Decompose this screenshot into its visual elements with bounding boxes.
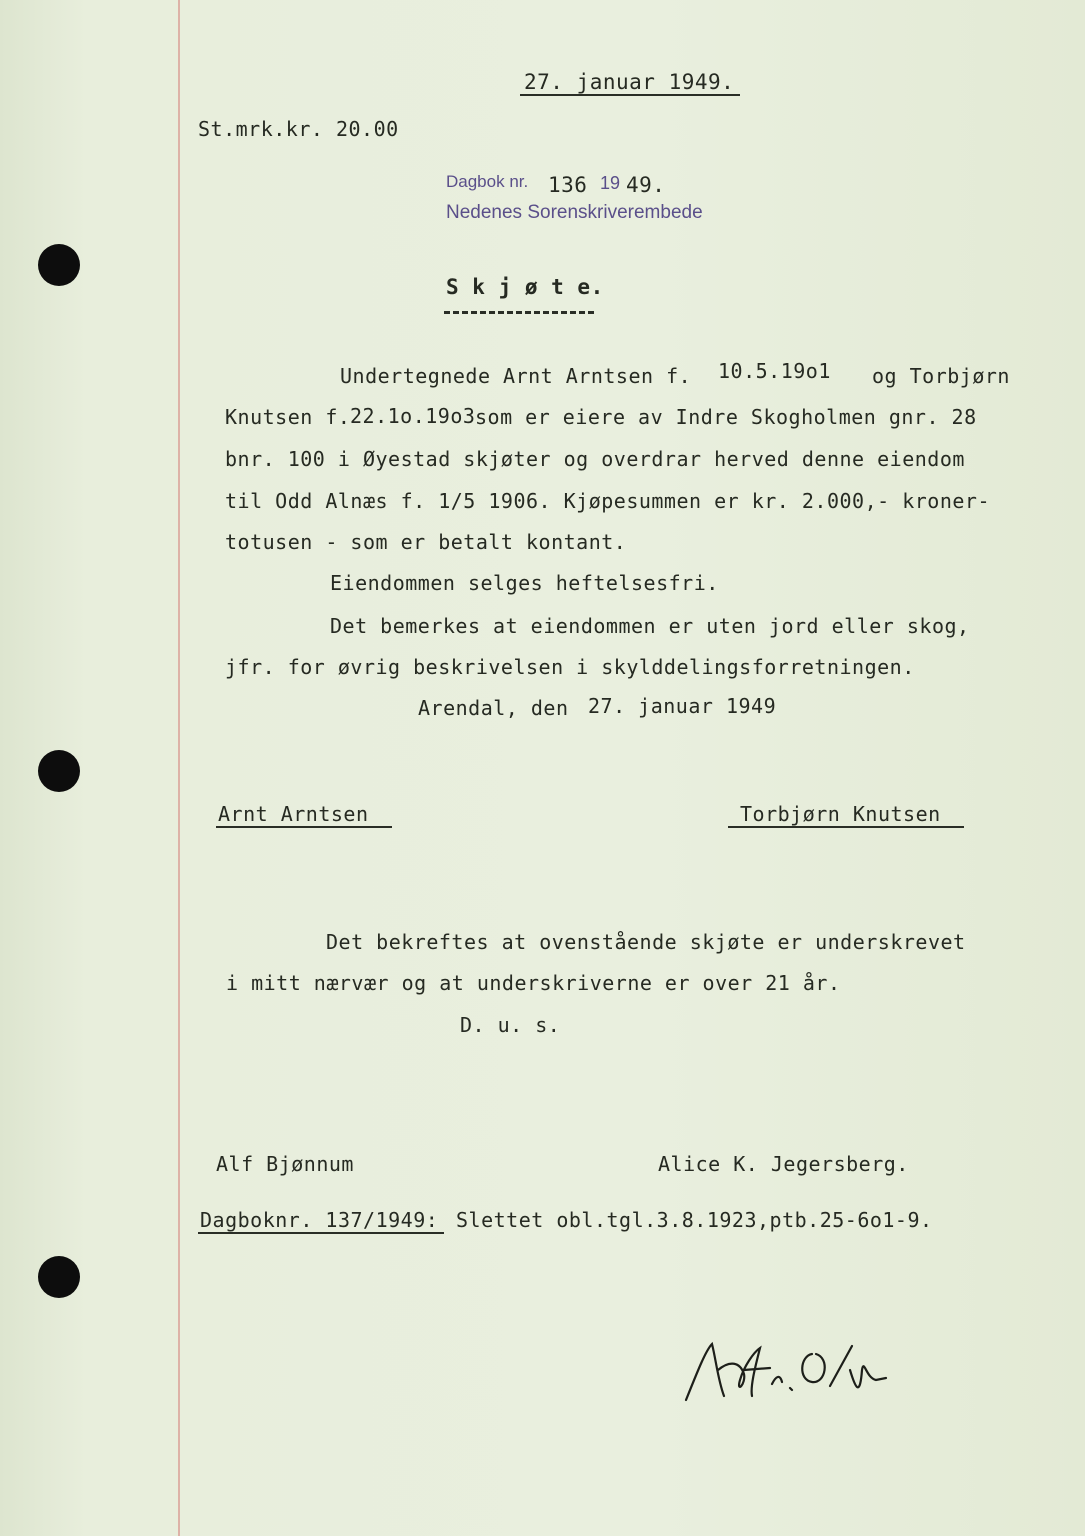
body-line: som er eiere av Indre Skogholmen gnr. 28 [475, 405, 977, 429]
body-line: til Odd Alnæs f. 1/5 1906. Kjøpesummen er kr. 2.000,- kroner- [225, 489, 991, 513]
date-underline [520, 94, 740, 96]
handwritten-initials [680, 1330, 900, 1410]
witness-line: i mitt nærvær og at underskriverne er over 21 år. [226, 971, 841, 995]
body-line: Undertegnede Arnt Arntsen f. [340, 364, 692, 388]
footer-ref: Dagboknr. 137/1949: [200, 1208, 439, 1232]
seller2-birthdate: 22.1o.19o3 [350, 404, 476, 428]
document-title: S k j ø t e. [446, 275, 604, 299]
footer-note: Slettet obl.tgl.3.8.1923,ptb.25-6o1-9. [456, 1208, 933, 1232]
witness-line: Det bekreftes at ovenstående skjøte er underskrevet [326, 930, 966, 954]
body-line: jfr. for øvrig beskrivelsen i skylddelingsforretningen. [225, 655, 915, 679]
body-line: bnr. 100 i Øyestad skjøter og overdrar herved denne eiendom [225, 447, 965, 471]
stamp-duty: St.mrk.kr. 20.00 [198, 117, 399, 141]
stamp-year-suffix: 49. [626, 173, 666, 197]
witness-name-2: Alice K. Jegersberg. [658, 1152, 909, 1176]
footer-ref-underline [198, 1232, 444, 1234]
stamp-office: Nedenes Sorenskriverembede [446, 202, 703, 223]
punch-hole [38, 750, 80, 792]
body-line: totusen - som er betalt kontant. [225, 530, 627, 554]
place-date: 27. januar 1949 [588, 694, 777, 718]
body-line: Knutsen f. [225, 405, 351, 429]
margin-line [178, 0, 180, 1536]
stamp-number: 136 [548, 173, 588, 197]
seller1-birthdate: 10.5.19o1 [718, 359, 831, 383]
document-date: 27. januar 1949. [524, 70, 735, 94]
signature-line [216, 826, 392, 828]
witness-name-1: Alf Bjønnum [216, 1152, 354, 1176]
punch-hole [38, 1256, 80, 1298]
stamp-prefix: Dagbok nr. [446, 172, 529, 191]
seller1-signature: Arnt Arntsen [218, 802, 369, 826]
seller2-signature: Torbjørn Knutsen [740, 802, 941, 826]
witness-closing: D. u. s. [460, 1013, 561, 1037]
title-underline [444, 311, 594, 314]
body-line: Det bemerkes at eiendommen er uten jord eller skog, [330, 614, 970, 638]
stamp-year-prefix: 19 [600, 173, 621, 193]
place-label: Arendal, den [418, 696, 569, 720]
signature-line [728, 826, 964, 828]
body-line: og Torbjørn [872, 364, 1010, 388]
punch-hole [38, 244, 80, 286]
body-line: Eiendommen selges heftelsesfri. [330, 571, 719, 595]
